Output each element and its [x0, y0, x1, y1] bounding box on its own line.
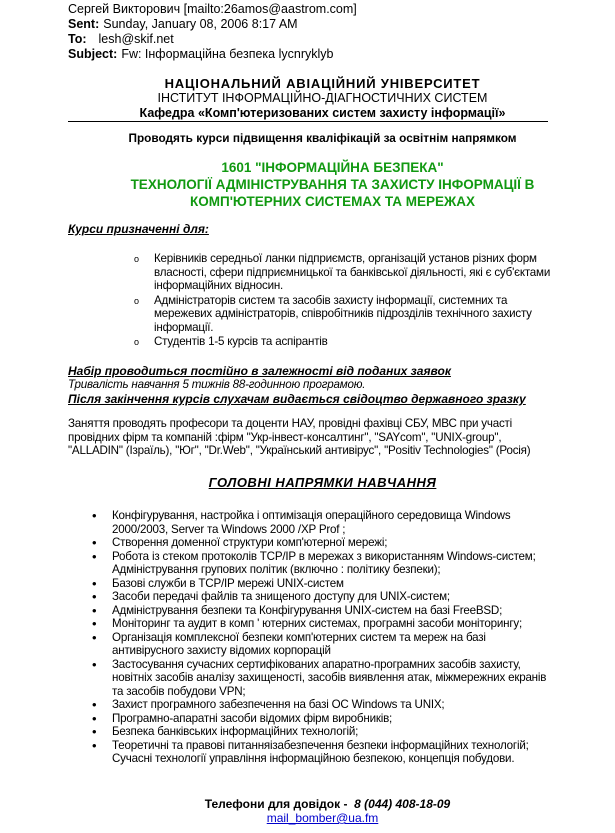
list-item: • Базові служби в TCP/IP мережі UNIX-систем: [92, 575, 344, 591]
audience-list: [134, 252, 551, 349]
divider: [68, 121, 548, 122]
bullet-icon: •: [92, 508, 97, 523]
circle-bullet-icon: o: [134, 295, 139, 306]
bullet-icon: •: [92, 602, 97, 618]
list-item: • Конфігурування, настройка і оптимізація операційного середовища Windows 2000/2003, Server та Windows 2000 /XP Prof ;: [92, 508, 511, 536]
institute-title: ІНСТИТУТ ІНФОРМАЦІЙНО-ДІАГНОСТИЧНИХ СИСТЕМ: [157, 91, 488, 105]
bullet-icon: •: [92, 724, 97, 739]
audience-heading: Курси призначенні для:: [68, 222, 209, 236]
list-item: • Теоретичні та правові питанняiзабезпечення безпеки інформаційних технологій; Сучасні технології управління інформаційною безпекою, концепція побудови.: [92, 737, 529, 765]
bullet-icon: •: [92, 629, 97, 645]
department-title: Кафедра «Комп'ютеризованих систем захисту інформації»: [139, 106, 506, 120]
bullet-icon: •: [92, 535, 97, 550]
email-subject: Subject: Fw: Інформаційна безпека lycnryklyb: [68, 47, 334, 61]
list-item: • Захист програмного забезпечення на базі ОС Windows та UNIX;: [92, 697, 445, 712]
list-item: • Організація комплексної безпеки комп'ютерних систем та мереж на базі антивірусного захисту відомих корпорацій: [92, 629, 486, 657]
list-item: • Моніторинг та аудит в комп ' ютерних системах, програмні засоби моніторингу;: [92, 616, 523, 631]
list-item: o Студентів 1-5 курсів та аспірантів: [134, 335, 328, 348]
email-from: Сергей Викторович [mailto:26amos@aastrom.com]: [68, 2, 357, 16]
bullet-icon: •: [92, 710, 97, 726]
program-title-2: ТЕХНОЛОГІЇ АДМІНІСТРУВАННЯ ТА ЗАХИСТУ ІНФОРМАЦІЇ В: [130, 177, 535, 192]
bullet-icon: •: [92, 548, 97, 564]
university-title: НАЦІОНАЛЬНИЙ АВІАЦІЙНИЙ УНІВЕРСИТЕТ: [164, 76, 481, 91]
bullet-icon: •: [92, 575, 97, 591]
main-heading: ГОЛОВНІ НАПРЯМКИ НАВЧАННЯ: [208, 475, 437, 490]
teachers-paragraph: Заняття проводять професори та доценти НАУ, провідні фахівці СБУ, МВС при участі провідних фірм та компаній :фірм "Укр-інвест-консалтинг", "SAYcom", "UNIX-group", "ALLADIN" (Ізраїль), "Юг", "Dr.Web", "Український антивірус", "Positiv Technologies" (Росія): [68, 417, 531, 457]
list-item: • Робота із стеком протоколів TCP/IP в мережах з використанням Windows-систем; Адміністрування групових політик (включно : політику безпеки);: [92, 548, 536, 576]
bullet-icon: •: [92, 737, 97, 753]
program-title-1: 1601 "ІНФОРМАЦІЙНА БЕЗПЕКА": [221, 160, 444, 175]
email-link[interactable]: mail_bomber@ua.fm: [266, 811, 379, 825]
list-item: o Адміністраторів систем та засобів захисту інформації, системних та мережевих адміністраторів, співробітників підрозділів технічного захисту інформації.: [134, 293, 532, 334]
certificate-line: Після закінчення курсів слухачам видається свідоцтво державного зразку: [68, 392, 526, 406]
list-item: • Програмно-апаратні засоби відомих фірм виробників;: [92, 710, 393, 726]
list-item: • Безпека банківських інформаційних технологій;: [92, 724, 359, 739]
bullet-icon: •: [92, 656, 97, 672]
duration-line: Тривалість навчання 5 тижнів 88-годинною програмою.: [68, 378, 366, 391]
topics-list: [92, 508, 547, 766]
email-link-row: [0, 811, 615, 825]
email-to: To: lesh@skif.net: [68, 32, 174, 46]
list-item: o Керівників середньої ланки підприємств, організацій установ різних форм власності, сфери підприємницької та банківської діяльності, які є суб'єктами інформаційних відносин.: [134, 252, 551, 292]
list-item: • Створення доменної структури комп'ютерної мережі;: [92, 535, 388, 550]
list-item: • Застосування сучасних сертифікованих апаратно-програмних засобів захисту, новітніх засобів аналізу захищеності, засобів виявлення атак, міжмережних екранів та засобів побудови VPN;: [92, 656, 547, 698]
list-item: • Адміністрування безпеки та Конфігурування UNIX-систем на базі FreeBSD;: [92, 602, 503, 618]
program-title-3: КОМП'ЮТЕРНИХ СИСТЕМАХ ТА МЕРЕЖАХ: [190, 194, 475, 209]
bullet-icon: •: [92, 697, 97, 712]
phone-number: 8 (044) 408-18-09: [354, 797, 451, 811]
intro-line: Проводять курси підвищення кваліфікацій за освітнім напрямком: [128, 131, 517, 145]
circle-bullet-icon: o: [134, 337, 139, 347]
bullet-icon: •: [92, 589, 97, 604]
phone-line: Телефони для довідок - 8 (044) 408-18-09: [204, 797, 451, 811]
email-sent: Sent: Sunday, January 08, 2006 8:17 AM: [68, 17, 298, 31]
circle-bullet-icon: o: [134, 254, 139, 264]
list-item: • Засоби передачі файлів та знищеного доступу для UNIX-систем;: [92, 589, 450, 604]
bullet-icon: •: [92, 616, 97, 631]
enrollment-line: Набір проводиться постійно в залежності від поданих заявок: [68, 364, 451, 378]
